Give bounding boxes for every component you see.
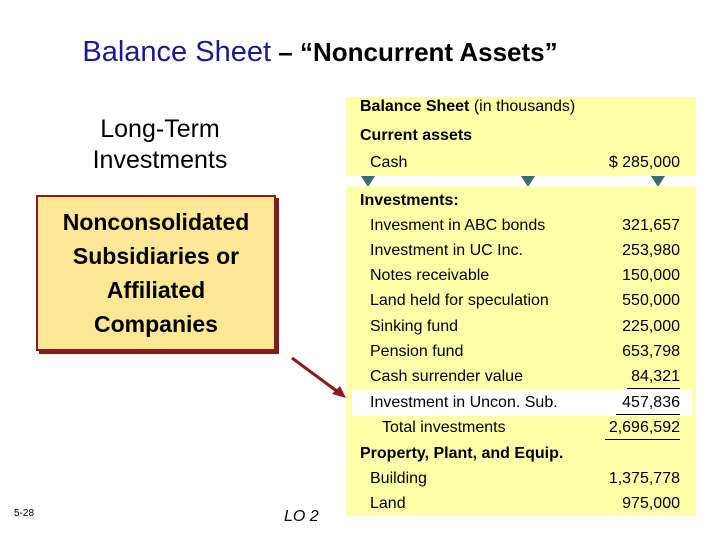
title-main: Balance Sheet [82, 36, 272, 68]
cash-value: $ 285,000 [608, 154, 680, 171]
total-investments-row: Total investments 2,696,592 [382, 417, 680, 439]
table-row: Pension fund 653,798 [370, 343, 680, 360]
table-row: Invesment in ABC bonds 321,657 [370, 217, 680, 234]
investments-heading: Investments: [360, 192, 459, 209]
table-row: Sinking fund 225,000 [370, 318, 680, 335]
table-row: Land 975,000 [370, 495, 680, 512]
cash-row [370, 152, 680, 174]
table-row: Notes receivable 150,000 [370, 267, 680, 284]
pointer-arrow-icon [288, 354, 350, 400]
table-row: Cash surrender value 84,321 [370, 366, 680, 388]
table-row: Building 1,375,778 [370, 470, 680, 487]
table-row-highlighted: Investment in Uncon. Sub. 457,836 [370, 392, 680, 414]
slide-title [0, 34, 640, 70]
long-term-investments-label: Long-Term Investments [92, 115, 228, 174]
table-row: Land held for speculation 550,000 [370, 292, 680, 309]
ppe-heading: Property, Plant, and Equip. [360, 445, 564, 462]
slide-number: 5-28 [14, 508, 35, 519]
table-row: Investment in UC Inc. 253,980 [370, 242, 680, 259]
balance-sheet-title: Balance Sheet (in thousands) [360, 98, 576, 115]
learning-objective: LO 2 [284, 508, 319, 525]
cash-label: Cash [370, 154, 408, 171]
nonconsolidated-subsidiaries-box: Nonconsolidated Subsidiaries or Affiliated Companies [36, 195, 276, 351]
title-sub: – “Noncurrent Assets” [271, 37, 558, 67]
current-assets-heading: Current assets [360, 127, 473, 144]
